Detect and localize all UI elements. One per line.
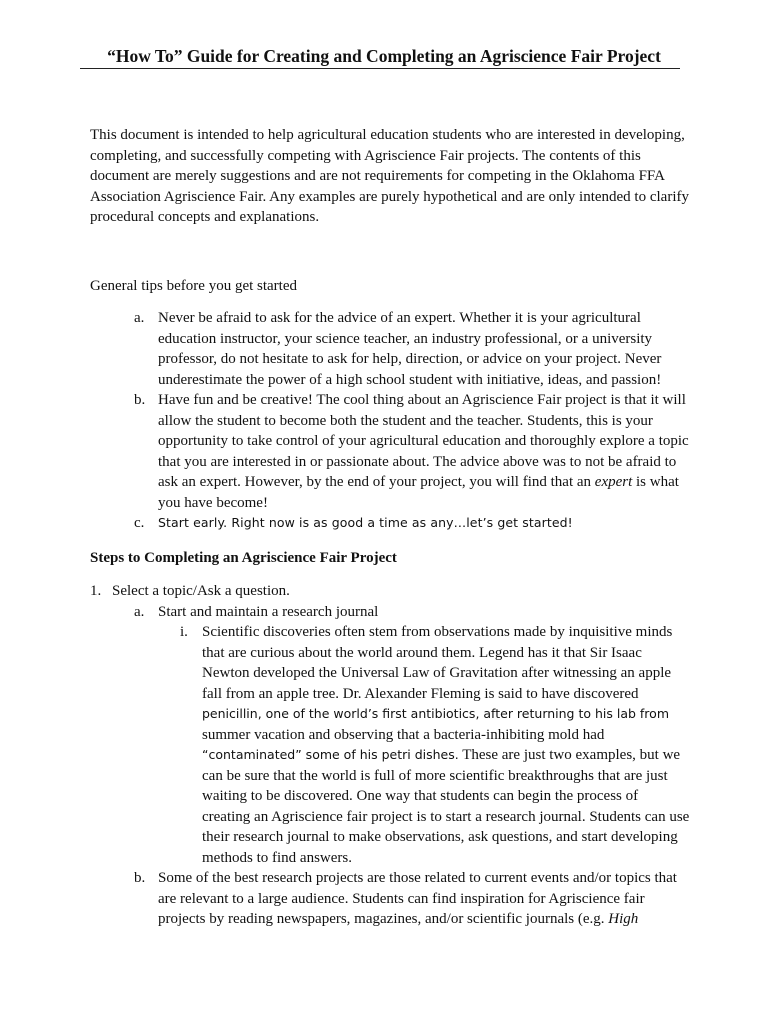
point-text-part: Scientific discoveries often stem from observations made by inquisitive minds that are curious about the world around them. Legend has it that Sir Isaac Newton developed the Universal Law of Gravitation after witnessing an apple fall from an apple tree. Dr. Alexander Fleming is said to have discovered [202, 624, 673, 702]
intro-paragraph: This document is intended to help agricultural education students who are interested in developing, completing, and successfully competing with Agriscience Fair projects. The contents of this document are merely suggestions and are not requirements for competing in the Oklahoma FFA Association Agriscience Fair. Any examples are purely hypothetical and are only intended to clarify procedural concepts and explanations. [90, 127, 689, 225]
point-text-part: “contaminated” some of his petri dishes. [202, 747, 459, 762]
point-item [180, 622, 690, 868]
list-marker: 1. [90, 583, 102, 599]
title-underline [80, 68, 680, 69]
steps-heading: Steps to Completing an Agriscience Fair Project [90, 550, 397, 566]
tip-text [158, 390, 690, 513]
emphasis-high: High [608, 911, 639, 927]
step-item [90, 581, 690, 930]
tip-text: Never be afraid to ask for the advice of an expert. Whether it is your agricultural education instructor, your science teacher, an industry professional, or a university professor, do not hesitate to ask for help, direction, or advice on your project. Never underestimate the power of a high school student with initiative, ideas, and passion! [158, 310, 662, 388]
list-marker: c. [134, 515, 145, 531]
steps-list [90, 581, 690, 930]
tip-item [134, 308, 690, 390]
list-marker: b. [134, 870, 146, 886]
tips-heading: General tips before you get started [90, 278, 298, 294]
emphasis-expert: expert [594, 474, 633, 490]
substep-text: Start and maintain a research journal [158, 603, 379, 620]
step-text: Select a topic/Ask a question. [112, 583, 290, 599]
list-marker: a. [134, 603, 145, 620]
substep-text [158, 868, 690, 930]
points-list [180, 622, 690, 868]
point-text-part: penicillin, one of the world’s first antibiotics, after returning to his lab from [202, 706, 669, 721]
tips-list [134, 308, 690, 534]
point-text [202, 622, 690, 868]
tip-text-part: Have fun and be creative! The cool thing about an Agriscience Fair project is that it will allow the student to become both the student and the teacher. Students, this is your opportunity to take control of your agricultural education and thoroughly explore a topic that you are interested in or passionate about. The advice above was to not be afraid to ask an expert. However, by the end of your project, you will find that an [158, 392, 689, 490]
document-title: “How To” Guide for Creating and Completing an Agriscience Fair Project [107, 46, 661, 66]
substep-text-part: Some of the best research projects are those related to current events and/or topics that are relevant to a large audience. Students can find inspiration for Agriscience fair projects by reading newspapers, magazines, and/or scientific journals (e.g. [158, 870, 677, 927]
list-marker: i. [180, 624, 188, 640]
list-marker: b. [134, 392, 146, 408]
point-text-part: summer vacation and observing that a bacteria-inhibiting mold had [202, 726, 605, 743]
list-marker: a. [134, 310, 145, 326]
substep-item [134, 868, 690, 930]
tip-text: Start early. Right now is as good a time as any…let’s get started! [158, 515, 573, 530]
tip-text-part: is what you have become! [158, 474, 679, 511]
substeps-list [134, 602, 690, 930]
tip-item [134, 513, 690, 534]
substep-item [134, 602, 690, 869]
point-text-part: These are just two examples, but we can be sure that the world is full of more scientific breakthroughs that are just waiting to be discovered. One way that students can begin the process of creating an Agriscience fair project is to start a research journal. Students can use their research journal to make observations, ask questions, and start developing methods to find answers. [202, 747, 690, 866]
tip-item [134, 390, 690, 513]
